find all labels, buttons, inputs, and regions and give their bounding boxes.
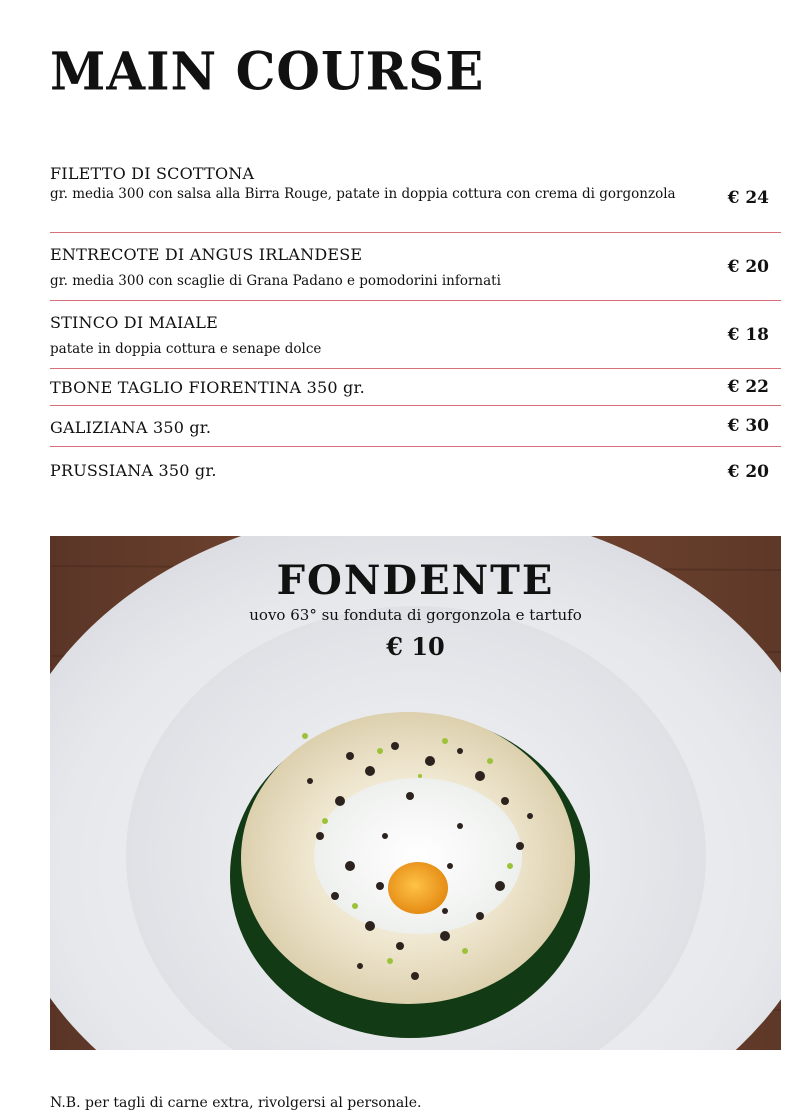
menu-item-price: € 20: [727, 256, 769, 277]
menu-item-price: € 18: [727, 324, 769, 345]
menu-item-price: € 22: [727, 377, 769, 397]
menu-item-description: patate in doppia cottura e senape dolce: [50, 341, 322, 357]
menu-list: [50, 163, 781, 491]
featured-dish: [50, 556, 781, 661]
menu-item-name: ENTRECOTE DI ANGUS IRLANDESE: [50, 245, 363, 264]
featured-dish-title: FONDENTE: [276, 557, 555, 604]
menu-item: [50, 369, 781, 406]
menu-item: [50, 233, 781, 301]
menu-item-price: € 24: [727, 187, 769, 208]
menu-item-price: € 20: [727, 461, 769, 482]
menu-item-weight: 350 gr.: [152, 418, 212, 437]
menu-item-name: [50, 378, 691, 398]
menu-item-name: STINCO DI MAIALE: [50, 313, 218, 332]
menu-item-name-text: GALIZIANA: [50, 418, 148, 437]
menu-item-name-text: PRUSSIANA: [50, 461, 154, 480]
menu-item: [50, 447, 781, 491]
menu-item-weight: 350 gr.: [158, 461, 217, 480]
menu-item-price: € 30: [727, 416, 769, 436]
menu-item: [50, 301, 781, 369]
menu-item-name: [50, 461, 691, 481]
page-title: MAIN COURSE: [50, 40, 485, 103]
egg-yolk: [388, 862, 448, 914]
menu-item: [50, 406, 781, 447]
menu-item-name-text: TBONE TAGLIO FIORENTINA: [50, 378, 302, 397]
menu-item-description: gr. media 300 con scaglie di Grana Padano e pomodorini infornati: [50, 273, 501, 289]
menu-item-weight: 350 gr.: [306, 378, 365, 397]
menu-item-description: gr. media 300 con salsa alla Birra Rouge, patate in doppia cottura con crema di gorgonzola: [50, 186, 676, 202]
menu-item-name: [50, 418, 691, 438]
featured-dish-price: € 10: [386, 632, 445, 661]
footnote: N.B. per tagli di carne extra, rivolgersi al personale.: [50, 1095, 422, 1111]
menu-item-name: FILETTO DI SCOTTONA: [50, 164, 255, 183]
featured-dish-description: uovo 63° su fonduta di gorgonzola e tartufo: [249, 606, 582, 624]
menu-item: [50, 163, 781, 233]
